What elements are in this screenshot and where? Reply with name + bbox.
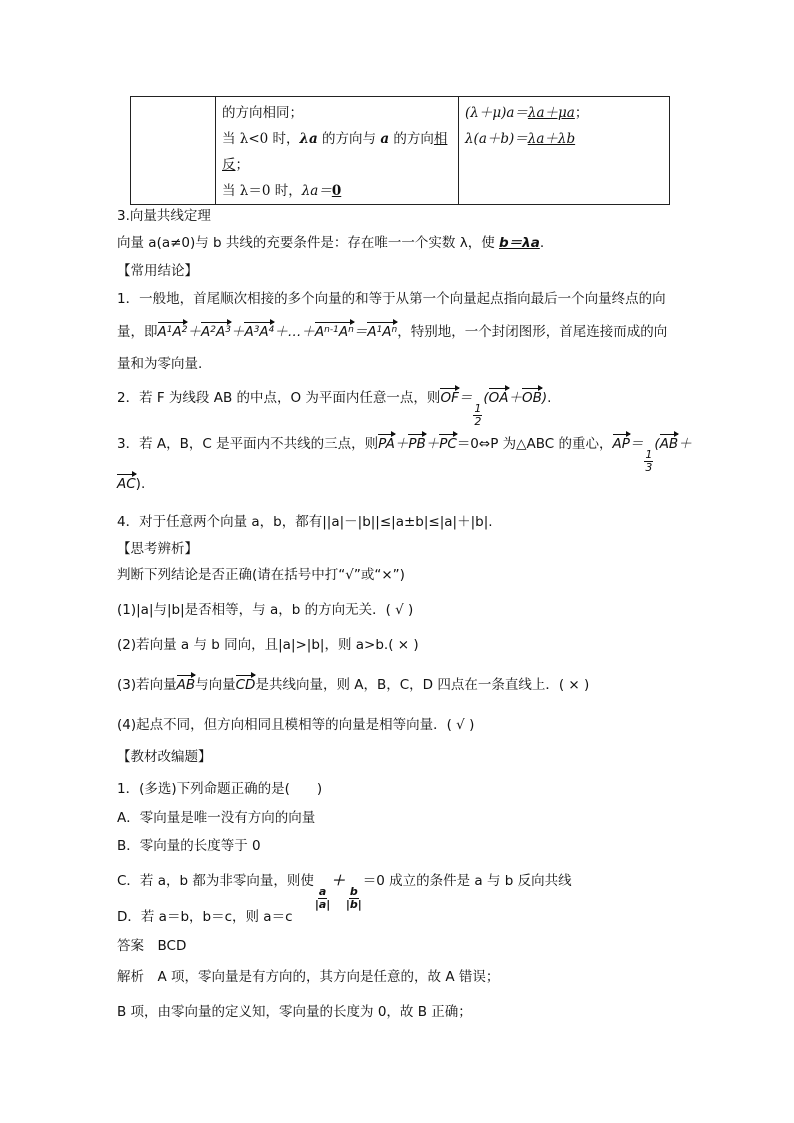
- fill-blank: λa＋λb: [527, 131, 576, 147]
- option-a: A．零向量是唯一没有方向的向量: [117, 810, 316, 826]
- fill-blank: b＝λa: [499, 235, 540, 251]
- analysis-line1: 解析 A 项，零向量是有方向的，其方向是任意的，故 A 错误；: [117, 969, 500, 985]
- option-b: B．零向量的长度等于 0: [117, 838, 261, 854]
- vector-ab: AB: [176, 677, 196, 693]
- centroid-sum: PA＋PB＋PC: [378, 436, 457, 452]
- conclusion-1-line1: 1．一般地，首尾顺次相接的多个向量的和等于从第一个向量起点指向最后一个向量终点的向: [117, 291, 666, 307]
- conclusion-1-line3: 量和为零向量.: [117, 356, 203, 372]
- question: 1．(多选)下列命题正确的是( ): [117, 781, 323, 797]
- table-line: (λ＋μ)a＝λa＋μa；: [465, 105, 589, 121]
- conclusion-1-line2: 量，即$A^1A^2+A^2A^3+A^3A^4+\dots+A^{n-1}A^n=A^1A^n$，特别地，一个封闭图形，首尾连接而成的向: [117, 324, 668, 340]
- section-heading: 3.向量共线定理: [117, 208, 211, 224]
- fill-blank: 0: [331, 183, 342, 199]
- centroid-formula: AP＝ $\frac{1}{3}$ (AB＋: [612, 436, 692, 474]
- table-line: 的方向相同；: [222, 105, 303, 121]
- vector-sum-formula: $A^1A^2+A^2A^3+A^3A^4+\dots+A^{n-1}A^n=A^1A^n$: [157, 324, 398, 340]
- fill-blank: λa＋μa: [527, 105, 575, 121]
- vector-cd: CD: [235, 677, 256, 693]
- think-intro: 判断下列结论是否正确(请在括号中打“√”或“×”): [117, 567, 405, 583]
- common-heading: 【常用结论】: [117, 263, 198, 279]
- fill-blank: 相反: [222, 131, 448, 173]
- option-c: C．若 a，b 都为非零向量，则使 $\frac{a}{|a|}$ ＋ $\frac{b}{|b|}$ ＝0 成立的条件是 a 与 b 反向共线: [117, 873, 572, 911]
- think-q2: (2)若向量 a 与 b 同向，且|a|>|b|，则 a>b.( × ): [117, 637, 419, 653]
- unit-vector-formula: $\frac{a}{|a|}$ ＋ $\frac{b}{|b|}$: [314, 873, 362, 911]
- table-cell-empty: [131, 97, 216, 205]
- conclusion-2: 2．若 F 为线段 AB 的中点，O 为平面内任意一点，则OF＝ $\frac{1}{2}$ (OA＋OB).: [117, 390, 552, 428]
- analysis-line2: B 项，由零向量的定义知，零向量的长度为 0，故 B 正确；: [117, 1004, 472, 1020]
- think-heading: 【思考辨析】: [117, 541, 198, 557]
- conclusion-3-line2: AC).: [117, 476, 146, 492]
- collinear-theorem: 向量 a(a≠0)与 b 共线的充要条件是：存在唯一一个实数 λ，使 b＝λa.: [117, 235, 545, 251]
- table-line: λ(a＋b)＝λa＋λb: [465, 131, 576, 147]
- midpoint-formula: OF＝ $\frac{1}{2}$ (OA＋OB): [440, 390, 548, 428]
- textbook-heading: 【教材改编题】: [117, 749, 212, 765]
- conclusion-4: 4．对于任意两个向量 a，b，都有||a|－|b||≤|a±b|≤|a|＋|b|.: [117, 514, 493, 530]
- conclusion-3-line1: 3．若 A，B，C 是平面内不共线的三点，则PA＋PB＋PC＝0⇔P 为△ABC 的重心，AP＝ $\frac{1}{3}$ (AB＋: [117, 436, 692, 474]
- table-line: 当 λ＝0 时，λa＝0: [222, 183, 342, 199]
- table-cell-direction: [216, 97, 459, 205]
- vector-ac: AC: [117, 476, 136, 492]
- table-cell-laws: [459, 97, 670, 205]
- think-q1: (1)|a|与|b|是否相等，与 a，b 的方向无关．( √ ): [117, 602, 414, 618]
- option-d: D．若 a＝b，b＝c，则 a＝c: [117, 909, 293, 925]
- answer: 答案 BCD: [117, 938, 187, 954]
- operations-table: [130, 96, 670, 205]
- think-q3: (3)若向量AB与向量CD是共线向量，则 A，B，C，D 四点在一条直线上．( × ): [117, 677, 590, 693]
- think-q4: (4)起点不同，但方向相同且模相等的向量是相等向量．( √ ): [117, 717, 475, 733]
- table-line: 当 λ<0 时，λa 的方向与 a 的方向相反；: [222, 131, 448, 173]
